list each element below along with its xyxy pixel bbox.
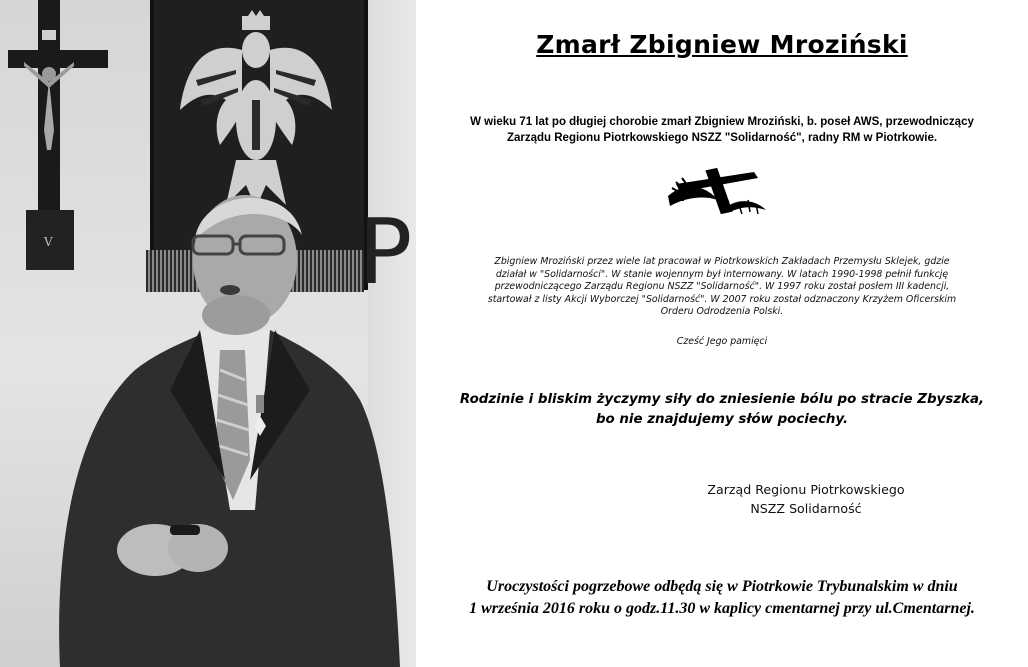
portrait-photo bbox=[0, 0, 416, 667]
condolence-line: Rodzinie i bliskim życzymy siły do zniesienie bólu po stracie Zbyszka, bbox=[459, 392, 985, 407]
signature-line: NSZZ Solidarność bbox=[750, 501, 862, 516]
page-title: Zmarł Zbigniew Mroziński bbox=[536, 30, 908, 59]
bio-line: Orderu Odrodzenia Polski. bbox=[660, 306, 784, 318]
condolence-line: bo nie znajdujemy słów pociechy. bbox=[595, 412, 849, 427]
bio-line: startował z listy Akcji Wyborczej "Solidarność". W 2007 roku został odznaczony Krzyżem Oficerskim bbox=[487, 293, 957, 305]
obituary-panel bbox=[416, 0, 1028, 667]
speaker-figure bbox=[40, 180, 413, 667]
mourning-cross-icon bbox=[666, 166, 770, 216]
signature-line: Zarząd Regionu Piotrkowskiego bbox=[707, 482, 905, 497]
svg-text:V: V bbox=[44, 235, 53, 249]
lead-line: W wieku 71 lat po długiej chorobie zmarł Zbigniew Mroziński, b. poseł AWS, przewodniczący bbox=[470, 116, 974, 128]
funeral-notice bbox=[416, 576, 1028, 620]
funeral-line: 1 września 2016 roku o godz.11.30 w kaplicy cmentarnej przy ul.Cmentarnej. bbox=[469, 600, 975, 617]
honor-line: Cześć Jego pamięci bbox=[676, 336, 768, 347]
lead-line: Zarządu Regionu Piotrkowskiego NSZZ "Solidarność", radny RM w Piotrkowie. bbox=[506, 132, 938, 144]
lead-paragraph bbox=[466, 114, 978, 146]
wall-letter: P bbox=[358, 200, 413, 305]
signature bbox=[666, 480, 946, 518]
bio-line: Zbigniew Mroziński przez wiele lat pracował w Piotrkowskich Zakładach Przemysłu Sklejek, gdzie bbox=[494, 256, 950, 267]
funeral-line: Uroczystości pogrzebowe odbędą się w Piotrkowie Trybunalskim w dniu bbox=[486, 578, 958, 595]
bio-line: przewodniczącego Zarządu Regionu NSZZ "Solidarność". W 1997 roku został posłem III kadencji, bbox=[494, 281, 950, 293]
bio-line: działał w "Solidarności". W stanie wojennym był internowany. W latach 1990-1998 pełnił funkcję bbox=[495, 268, 949, 280]
biography-paragraph bbox=[450, 256, 994, 319]
condolence-message bbox=[446, 390, 998, 430]
